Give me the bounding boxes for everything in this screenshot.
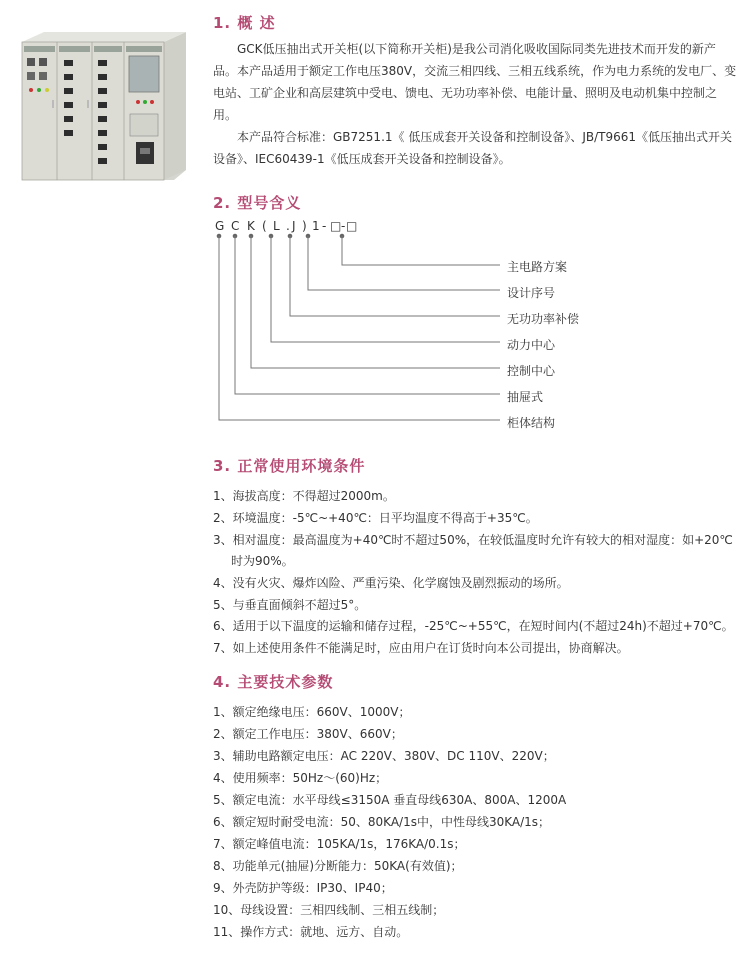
parameter-item: 10、母线设置：三相四线制、三相五线制； xyxy=(213,903,445,917)
section-1-paragraph-2: 本产品符合标准：GB7251.1《 低压成套开关设备和控制设备》、JB/T9661《低压抽出式开关设备》、IEC60439-1《低压成套开关设备和控制设备》。 xyxy=(213,130,733,166)
model-label-control-center: 控制中心 xyxy=(507,364,556,378)
code-char: C xyxy=(231,219,240,233)
model-label-drawer-type: 抽屉式 xyxy=(507,390,544,404)
model-label-reactive-compensation: 无功功率补偿 xyxy=(507,312,580,326)
code-char: - xyxy=(322,219,327,233)
environment-item-continuation: 时为90%。 xyxy=(231,554,294,568)
section-3-heading: 3. 正常使用环境条件 xyxy=(213,457,366,475)
switchgear-cabinet-image xyxy=(14,30,191,193)
section-2-heading: 2. 型号含义 xyxy=(213,194,302,212)
environment-item: 5、与垂直面倾斜不超过5°。 xyxy=(213,598,367,612)
environment-item: 3、相对温度：最高温度为+40℃时不超过50%，在较低温度时允许有较大的相对湿度：如+20℃ xyxy=(213,533,733,547)
section-1-heading: 1. 概 述 xyxy=(213,14,276,32)
model-label-design-number: 设计序号 xyxy=(507,286,556,300)
model-label-power-center: 动力中心 xyxy=(507,338,556,352)
parameter-item: 7、额定峰值电流：105KA/1s，176KA/0.1s； xyxy=(213,837,466,851)
code-char: L xyxy=(273,219,280,233)
parameter-item: 4、使用频率：50Hz～(60)Hz； xyxy=(213,771,388,785)
parameter-item: 5、额定电流：水平母线≤3150A 垂直母线630A、800A、1200A xyxy=(213,793,567,807)
parameter-item: 9、外壳防护等级：IP30、IP40； xyxy=(213,881,393,895)
environment-item: 4、没有火灾、爆炸凶险、严重污染、化学腐蚀及剧烈振动的场所。 xyxy=(213,576,569,590)
parameter-item: 1、额定绝缘电压：660V、1000V； xyxy=(213,705,411,719)
code-char: - xyxy=(341,219,346,233)
parameter-item: 6、额定短时耐受电流：50、80KA/1s中，中性母线30KA/1s； xyxy=(213,815,551,829)
code-char: . xyxy=(286,219,290,233)
code-char: ( xyxy=(262,219,267,233)
code-char: G xyxy=(215,219,225,233)
environment-item: 6、适用于以下温度的运输和储存过程，-25℃~+55℃，在短时间内(不超过24h)不超过+70℃。 xyxy=(213,619,734,633)
parameter-item: 11、操作方式：就地、远方、自动。 xyxy=(213,925,409,939)
code-char: □ xyxy=(330,219,342,233)
code-char: 1 xyxy=(312,219,320,233)
section-4-heading: 4. 主要技术参数 xyxy=(213,673,334,691)
environment-item: 1、海拔高度：不得超过2000m。 xyxy=(213,489,395,503)
code-char: □ xyxy=(346,219,358,233)
code-char: ) xyxy=(302,219,307,233)
code-char: K xyxy=(247,219,255,233)
parameter-item: 2、额定工作电压：380V、660V； xyxy=(213,727,403,741)
model-label-cabinet-structure: 柜体结构 xyxy=(507,416,556,430)
section-1-paragraph-1: GCK低压抽出式开关柜(以下简称开关柜)是我公司消化吸收国际同类先进技术而开发的新产品。本产品适用于额定工作电压380V，交流三相四线、三相五线系统，作为电力系统的发电厂、变电站、工矿企业和高层建筑中受电、馈电、无功功率补偿、电能计量、照明及电动机集中控制之用。 xyxy=(213,42,737,122)
code-char: J xyxy=(292,219,296,233)
parameter-item: 3、辅助电路额定电压：AC 220V、380V、DC 110V、220V； xyxy=(213,749,555,763)
model-label-main-circuit: 主电路方案 xyxy=(507,260,568,274)
environment-item: 7、如上述使用条件不能满足时，应由用户在订货时向本公司提出，协商解决。 xyxy=(213,641,629,655)
parameter-item: 8、功能单元(抽屉)分断能力：50KA(有效值)； xyxy=(213,859,463,873)
environment-item: 2、环境温度：-5℃~+40℃：日平均温度不得高于+35℃。 xyxy=(213,511,538,525)
